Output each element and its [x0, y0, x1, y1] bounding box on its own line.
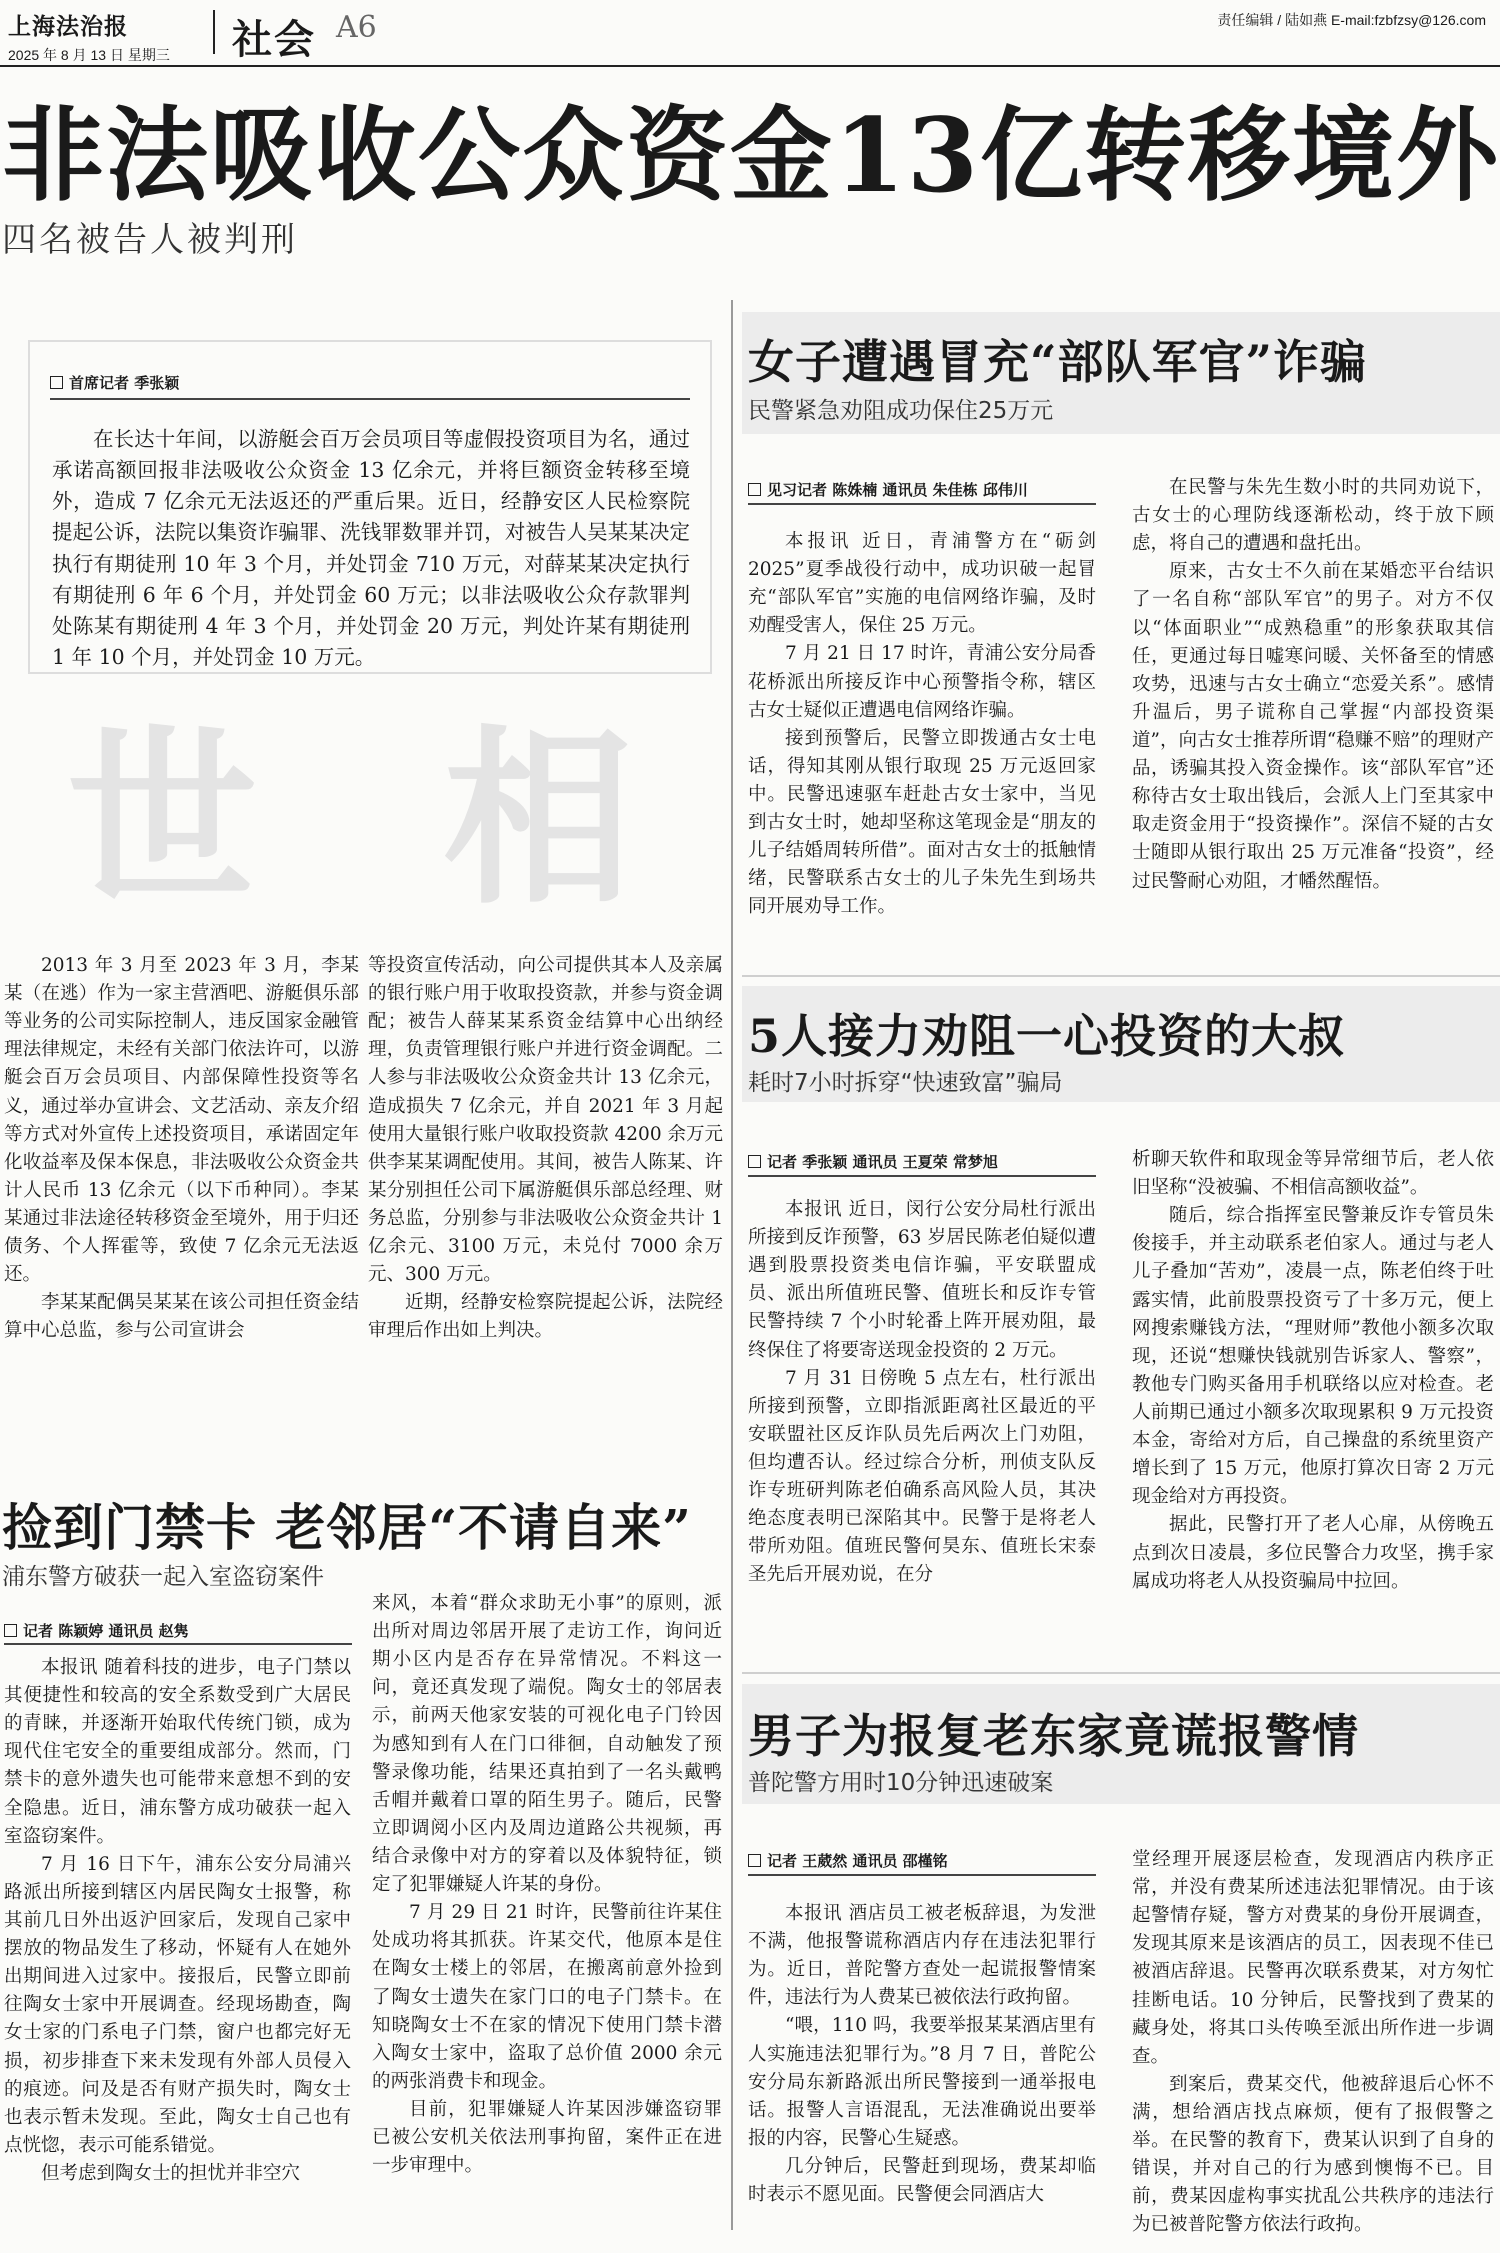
- paragraph: 本报讯 近日，青浦警方在“砺剑2025”夏季战役行动中，成功识破一起冒充“部队军官”实施的电信网络诈骗，及时劝醒受害人，保住 25 万元。: [748, 531, 1096, 637]
- story-card-col1: [4, 1654, 351, 2244]
- uncle-headline: 5人接力劝阻一心投资的大叔: [748, 1009, 1346, 1063]
- paragraph: 本报讯 随着科技的进步，电子门禁以其便捷性和较高的安全系数受到广大居民的青睐，并逐渐开始取代传统门锁，成为现代住宅安全的重要组成部分。然而，门禁卡的意外遗失也可能带来意想不到的安全隐患。近日，浦东警方成功破获一起入室盗窃案件。: [4, 1657, 351, 1847]
- story-card-col2: [372, 1590, 722, 2244]
- paragraph: 2013 年 3 月至 2023 年 3 月，李某某（在逃）作为一家主营酒吧、游艇俱乐部等业务的公司实际控制人，违反国家金融管理法律规定，未经有关部门依法许可，以游艇会百万会员项目、内部保障性投资等名义，通过举办宣讲会、文艺活动、亲友介绍等方式对外宣传上述投资项目，承诺固定年化收益率及保本保息，非法吸收公众资金共计人民币 13 亿余元（以下币种同）。李某某通过非法途径转移资金至境外，用于归还债务、个人挥霍等，致使 7 亿余元无法返还。: [4, 955, 359, 1286]
- newspaper-name: 上海法治报: [8, 13, 128, 40]
- lead-headline: 非法吸收公众资金13亿转移境外: [2, 96, 1500, 216]
- paragraph: 李某某配偶吴某某在该公司担任资金结算中心总监，参与公司宣讲会: [4, 1292, 359, 1342]
- paragraph: 等投资宣传活动，向公司提供其本人及亲属的银行账户用于收取投资款，并参与资金调配；被告人薛某某系资金结算中心出纳经理，负责管理银行账户并进行资金调配。二人参与非法吸收公众资金共计 13 亿余元，造成损失 7 亿余元，并自 2021 年 3 月起使用大量银行账户收取投资款 4200 余万元供李某某调配使用。其间，被告人陈某、许某分别担任公司下属游艇俱乐部总经理、财务总监，分别参与非法吸收公众资金共计 1 亿余元、3100 万元，未兑付 7000 余万元、300 万元。: [368, 955, 723, 1286]
- paragraph: 本报讯 近日，闵行公安分局杜行派出所接到反诈预警，63 岁居民陈老伯疑似遭遇到股票投资类电信诈骗，平安联盟成员、派出所值班民警、值班长和反诈专管民警持续 7 个小时轮番上阵开展劝阻，最终保住了将要寄送现金投资的 2 万元。: [748, 1199, 1096, 1361]
- paragraph: 但考虑到陶女士的担忧并非空穴: [41, 2162, 301, 2184]
- paragraph: 几分钟后，民警赶到现场，费某却临时表示不愿见面。民警便会同酒店大: [748, 2155, 1096, 2206]
- byline-rule: [748, 1175, 1096, 1177]
- header-rule: [0, 65, 1500, 67]
- uncle-subhead: 耗时7小时拆穿“快速致富”骗局: [748, 1070, 1063, 1096]
- byline-rule: [748, 503, 1096, 505]
- paragraph: 到案后，费某交代，他被辞退后心怀不满，想给酒店找点麻烦，便有了报假警之举。在民警的教育下，费某认识到了自身的错误，并对自己的行为感到懊悔不已。目前，费某因虚构事实扰乱公共秩序的违法行为已被普陀警方依法行政拘。: [1132, 2073, 1494, 2236]
- false-report-byline: [748, 1850, 948, 1871]
- false-report-headline: 男子为报复老东家竟谎报警情: [748, 1709, 1359, 1763]
- lead-summary-box: [28, 340, 712, 674]
- uncle-col2: [1132, 1146, 1494, 1636]
- lead-body-col2: [368, 952, 723, 1372]
- story-separator: [742, 1672, 1500, 1674]
- story-card-byline-text: 记者 陈颖婷 通讯员 赵隽: [23, 1622, 189, 1640]
- square-icon: [748, 483, 761, 496]
- paragraph: 来风，本着“群众求助无小事”的原则，派出所对周边邻居开展了走访工作，询问近期小区内是否存在异常情况。不料这一问，竟还真发现了端倪。陶女士的邻居表示，前两天他家安装的可视化电子门铃因为感知到有人在门口徘徊，自动触发了预警录像功能，结果还真拍到了一名头戴鸭舌帽并戴着口罩的陌生男子。随后，民警立即调阅小区内及周边道路公共视频，再结合录像中对方的穿着以及体貌特征，锁定了犯罪嫌疑人许某的身份。: [372, 1593, 722, 1896]
- lead-body-col1: [4, 952, 359, 1372]
- paragraph: 堂经理开展逐层检查，发现酒店内秩序正常，并没有费某所述违法犯罪情况。由于该起警情存疑，警方对费某的身份开展调查，发现其原来是该酒店的员工，因表现不佳已被酒店辞退。民警再次联系费某，对方匆忙挂断电话。10 分钟后，民警找到了费某的藏身处，将其口头传唤至派出所作进一步调查。: [1132, 1849, 1494, 2067]
- header-divider: [213, 10, 215, 54]
- story-separator: [742, 975, 1500, 977]
- false-report-subhead: 普陀警方用时10分钟迅速破案: [748, 1770, 1054, 1796]
- lead-byline-text: 首席记者 季张颖: [69, 374, 180, 392]
- lead-summary: 在长达十年间，以游艇会百万会员项目等虚假投资项目为名，通过承诺高额回报非法吸收公众资金 13 亿余元，并将巨额资金转移至境外，造成 7 亿余元无法返还的严重后果。近日，经静安区人民检察院提起公诉，法院以集资诈骗罪、洗钱罪数罪并罚，对被告人吴某某决定执行有期徒刑 10 年 3 个月，并处罚金 710 万元，对薛某某决定执行有期徒刑 6 年 6 个月，并处罚金 60 万元；以非法吸收公众存款罪判处陈某有期徒刑 4 年 3 个月，并处罚金 20 万元，判处许某有期徒刑 1 年 10 个月，并处罚金 10 万元。: [52, 427, 690, 670]
- column-divider: [731, 300, 733, 2230]
- issue-date: 2025 年 8 月 13 日 星期三: [8, 47, 170, 63]
- section-watermark: [60, 700, 700, 930]
- paragraph: 7 月 31 日傍晚 5 点左右，杜行派出所接到预警，立即指派距离社区最近的平安联盟社区反诈队员先后两次上门劝阻，但均遭否认。经过综合分析，刑侦支队反诈专班研判陈老伯确系高风险人员，其决绝态度表明已深陷其中。民警于是将老人带所劝阻。值班民警何昊东、值班长宋泰圣先后开展劝说，在分: [748, 1367, 1096, 1586]
- byline-rule: [748, 1874, 1096, 1876]
- paragraph: 据此，民警打开了老人心扉，从傍晚五点到次日凌晨，多位民警合力攻坚，携手家属成功将老人从投资骗局中拉回。: [1132, 1514, 1494, 1592]
- square-icon: [748, 1854, 761, 1867]
- fraud-byline: [748, 479, 1028, 500]
- paragraph: 近期，经静安检察院提起公诉，法院经审理后作出如上判决。: [368, 1292, 723, 1342]
- paragraph: 原来，古女士不久前在某婚恋平台结识了一名自称“部队军官”的男子。对方不仅以“体面职业”“成熟稳重”的形象获取其信任，更通过每日嘘寒问暖、关怀备至的情感攻势，迅速与古女士确立“恋爱关系”。感情升温后，男子谎称自己掌握“内部投资渠道”，向古女士推荐所谓“稳赚不赔”的理财产品，诱骗其投入资金操作。该“部队军官”还称待古女士取出钱后，会派人上门至其家中取走资金用于“投资操作”。深信不疑的古女士随即从银行取出 25 万元准备“投资”，经过民警耐心劝阻，才幡然醒悟。: [1132, 561, 1494, 892]
- uncle-byline: [748, 1151, 998, 1172]
- fraud-subhead: 民警紧急劝阻成功保住25万元: [748, 398, 1054, 424]
- paragraph: 在民警与朱先生数小时的共同劝说下，古女士的心理防线逐渐松动，终于放下顾虑，将自己的遭遇和盘托出。: [1132, 477, 1494, 555]
- paragraph: 析聊天软件和取现金等异常细节后，老人依旧坚称“没被骗、不相信高额收益”。: [1132, 1149, 1494, 1199]
- paragraph: 7 月 16 日下午，浦东公安分局浦兴路派出所接到辖区内居民陶女士报警，称其前几日外出返沪回家后，发现自己家中摆放的物品发生了移动，怀疑有人在她外出期间进入过家中。接报后，民警立即前往陶女士家中开展调查。经现场勘查，陶女士家的门系电子门禁，窗户也都完好无损，初步排查下来未发现有外部人员侵入的痕迹。问及是否有财产损失时，陶女士也表示暂未发现。至此，陶女士自己也有点恍惚，表示可能系错觉。: [4, 1853, 351, 2156]
- uncle-col1: [748, 1196, 1096, 1636]
- square-icon: [4, 1624, 17, 1637]
- uncle-byline-text: 记者 季张颖 通讯员 王夏荣 常梦旭: [767, 1153, 998, 1171]
- paragraph: “喂，110 吗，我要举报某某酒店里有人实施违法犯罪行为。”8 月 7 日，普陀公安分局东新路派出所民警接到一通举报电话。报警人言语混乱，无法准确说出要举报的内容，民警心生疑惑。: [748, 2015, 1096, 2149]
- fraud-byline-text: 见习记者 陈姝楠 通讯员 朱佳栋 邱伟川: [767, 481, 1028, 499]
- story-card-subhead: 浦东警方破获一起入室盗窃案件: [2, 1564, 324, 1590]
- false-report-col2: [1132, 1846, 1494, 2244]
- story-card-byline: [4, 1620, 189, 1641]
- watermark-text: 世 相: [66, 707, 694, 930]
- lead-subhead: 四名被告人被判刑: [2, 220, 298, 260]
- masthead: [8, 8, 218, 65]
- fraud-headline: 女子遭遇冒充“部队军官”诈骗: [748, 335, 1367, 389]
- lead-byline: [50, 372, 179, 393]
- paragraph: 7 月 21 日 17 时许，青浦公安分局香花桥派出所接反诈中心预警指令称，辖区古女士疑似正遭遇电信网络诈骗。: [748, 643, 1096, 721]
- editor-credit: 责任编辑 / 陆如燕 E-mail:fzbfzsy@126.com: [1217, 12, 1486, 28]
- section-name: 社会: [232, 17, 316, 63]
- fraud-col1: [748, 528, 1096, 928]
- paragraph: 7 月 29 日 21 时许，民警前往许某住处成功将其抓获。许某交代，他原本是住在陶女士楼上的邻居，在搬离前意外捡到了陶女士遗失在家门口的电子门禁卡。在知晓陶女士不在家的情况下使用门禁卡潜入陶女士家中，盗取了总价值 2000 余元的两张消费卡和现金。: [372, 1902, 722, 2092]
- fraud-col2: [1132, 474, 1494, 928]
- square-icon: [50, 376, 63, 389]
- false-report-col1: [748, 1900, 1096, 2244]
- square-icon: [748, 1155, 761, 1168]
- byline-rule: [4, 1643, 352, 1645]
- paragraph: 目前，犯罪嫌疑人许某因涉嫌盗窃罪已被公安机关依法刑事拘留，案件正在进一步审理中。: [372, 2098, 722, 2177]
- paragraph: 本报讯 酒店员工被老板辞退，为发泄不满，他报警谎称酒店内存在违法犯罪行为。近日，普陀警方查处一起谎报警情案件，违法行为人费某已被依法行政拘留。: [748, 1903, 1096, 2009]
- byline-rule: [50, 398, 690, 400]
- story-card-headline: 捡到门禁卡 老邻居“不请自来”: [2, 1498, 692, 1557]
- false-report-byline-text: 记者 王葳然 通讯员 邵槿铭: [767, 1852, 948, 1870]
- paragraph: 接到预警后，民警立即拨通古女士电话，得知其刚从银行取现 25 万元返回家中。民警迅速驱车赶赴古女士家中，当见到古女士时，她却坚称这笔现金是“朋友的儿子结婚周转所借”。面对古女士的抵触情绪，民警联系古女士的儿子朱先生到场共同开展劝导工作。: [748, 727, 1096, 918]
- paragraph: 随后，综合指挥室民警兼反诈专管员朱俊接手，并主动联系老伯家人。通过与老人儿子叠加“苦劝”，凌晨一点，陈老伯终于吐露实情，此前股票投资亏了十多万元，便上网搜索赚钱方法，“理财师”教他小额多次取现，还说“想赚快钱就别告诉家人、警察”，教他专门购买备用手机联络以应对检查。老人前期已通过小额多次取现累积 9 万元投资本金，寄给对方后，自己操盘的系统里资产增长到了 15 万元，他原打算次日寄 2 万元现金给对方再投资。: [1132, 1205, 1494, 1508]
- page-number: A6: [336, 10, 377, 45]
